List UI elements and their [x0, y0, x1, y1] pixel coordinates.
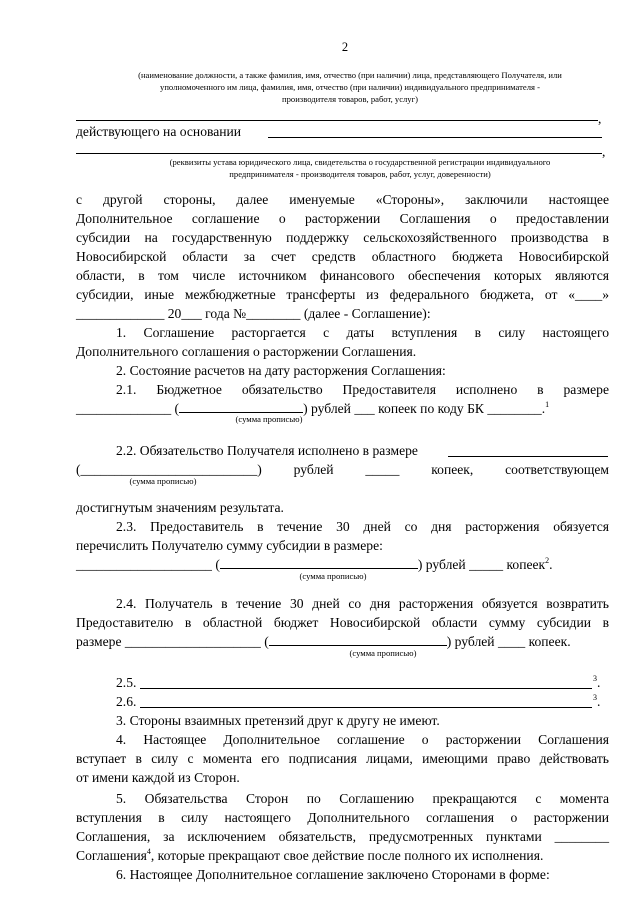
- footnote-3: 3: [593, 674, 597, 683]
- clause-2-5-footnote: $^3$.: [593, 674, 601, 690]
- requisites-caption-line-2: предпринимателя - производителя товаров, работ, услуг, доверенности): [229, 169, 491, 179]
- clause-6: 6. Настоящее Дополнительное соглашение заключено Сторонами в форме:: [116, 867, 550, 882]
- intro-line-1: с другой стороны, далее именуемые «Стороны», заключили настоящее: [76, 192, 609, 207]
- clause-2-1-amount: ______________ (: [76, 401, 180, 416]
- sum-in-words-blank: [269, 633, 447, 646]
- clause-3: 3. Стороны взаимных претензий друг к другу не имеют.: [116, 713, 440, 728]
- clause-2-4-line-1: 2.4. Получатель в течение 30 дней со дня расторжения обязуется возвратить: [116, 596, 609, 611]
- acting-on-basis-label: действующего на основании: [76, 124, 242, 139]
- clause-2-3-amount: ____________________ (: [76, 557, 220, 572]
- sum-caption-2-3: (сумма прописью): [299, 571, 367, 581]
- clause-2-3-line-2: перечислить Получателю сумму субсидии в размере:: [76, 538, 383, 553]
- clause-2-5-blank: [140, 688, 592, 689]
- clause-2: 2. Состояние расчетов на дату расторжения Соглашения:: [116, 363, 446, 378]
- clause-5-line-2: вступления в силу настоящего Дополнительного соглашения о расторжении: [76, 810, 609, 825]
- intro-last-line: _____________ 20___ года №________ (далее - Соглашение):: [76, 306, 431, 321]
- clause-2-3-tail: ) рублей _____ копеек: [417, 557, 546, 572]
- sum-caption-2-2: (сумма прописью): [129, 476, 197, 486]
- footnote-2: 2: [545, 556, 550, 565]
- clause-2-1-tail: ) рублей ___ копеек по коду БК ________.: [303, 401, 546, 416]
- sum-caption-2-1: (сумма прописью): [235, 414, 303, 424]
- clause-2-6-footnote: $^3$.: [593, 693, 601, 709]
- clause-2-6-blank: [140, 707, 592, 708]
- clause-2-5-label: 2.5.: [116, 675, 137, 690]
- requisites-caption-line-1: (реквизиты устава юридического лица, свидетельства о государственной регистрации индивидуального: [169, 157, 551, 167]
- clause-4-line-1: 4. Настоящее Дополнительное соглашение о расторжении Соглашения: [116, 732, 609, 747]
- clause-2-2-line-2: (__________________________) рублей _____ копеек, соответствующем: [76, 462, 609, 477]
- comma-2: ,: [602, 144, 606, 159]
- intro-line-2: Дополнительное соглашение о расторжении Соглашения о предоставлении: [76, 211, 609, 226]
- intro-line-6: субсидии, иные межбюджетные трансферты из федерального бюджета, от «____»: [76, 287, 609, 302]
- clause-2-1-line-1: 2.1. Бюджетное обязательство Предоставителя исполнено в размере: [116, 382, 609, 397]
- intro-line-3: субсидии на государственную поддержку сельскохозяйственного производства в: [76, 230, 609, 245]
- header-caption-line-2: уполномоченного им лица, фамилия, имя, отчество (при наличии) индивидуального предпринимателя -: [160, 82, 540, 92]
- sum-in-words-blank: [220, 556, 418, 569]
- footnote-4: 4: [146, 847, 151, 856]
- clause-4-line-2: вступает в силу с момента его подписания лицами, имеющими право действовать: [76, 751, 609, 766]
- sum-caption-2-4: (сумма прописью): [349, 648, 417, 658]
- representative-fill-line: [76, 120, 598, 121]
- sum-in-words-blank: [179, 400, 303, 413]
- clause-1-line-1: 1. Соглашение расторгается с даты вступления в силу настоящего: [116, 325, 609, 340]
- comma-1: ,: [598, 111, 602, 126]
- clause-5-line-3: Соглашения, за исключением обязательств, предусмотренных пунктами ________: [76, 829, 609, 844]
- header-caption-line-3: производителя товаров, работ, услуг): [282, 94, 418, 104]
- clause-2-1-line-2: [76, 399, 609, 418]
- footnote-3: 3: [593, 693, 597, 702]
- clause-2-4-line-2: Предоставителю в областной бюджет Новосибирской области сумму субсидии в: [76, 615, 609, 630]
- requisites-fill-line: [76, 153, 602, 154]
- intro-line-4: Новосибирской области за счет средств областного бюджета Новосибирской: [76, 249, 609, 264]
- clause-5-line-4: Соглашения$^4$, которые прекращают свое действие после полного их исполнения.: [76, 847, 544, 863]
- clause-2-2-amount-blank: [448, 456, 608, 457]
- clause-2-2-line-3: достигнутым значениям результата.: [76, 500, 284, 515]
- clause-2-2-line-1: 2.2. Обязательство Получателя исполнено в размере: [116, 443, 418, 458]
- clause-2-4-amount: размере ____________________ (: [76, 634, 269, 649]
- clause-2-4-tail: ) рублей ____ копеек.: [446, 634, 571, 649]
- footnote-1: 1: [545, 400, 550, 409]
- clause-2-3-line-1: 2.3. Предоставитель в течение 30 дней со дня расторжения обязуется: [116, 519, 609, 534]
- basis-fill-line: [268, 137, 602, 138]
- clause-2-3-line-3: ____________________ ( ) рублей _____ копеек$^2$.: [76, 556, 553, 572]
- page-number: 2: [341, 40, 349, 54]
- clause-5-line-1: 5. Обязательства Сторон по Соглашению прекращаются с момента: [116, 791, 609, 806]
- intro-line-5: области, в том числе источником финансового обеспечения которых являются: [76, 268, 609, 283]
- clause-4-line-3: от имени каждой из Сторон.: [76, 770, 240, 785]
- clause-1-line-2: Дополнительного соглашения о расторжении Соглашения.: [76, 344, 417, 359]
- header-caption-line-1: (наименование должности, а также фамилия, имя, отчество (при наличии) лица, представляющего Получателя, или: [138, 70, 562, 80]
- clause-2-6-label: 2.6.: [116, 694, 137, 709]
